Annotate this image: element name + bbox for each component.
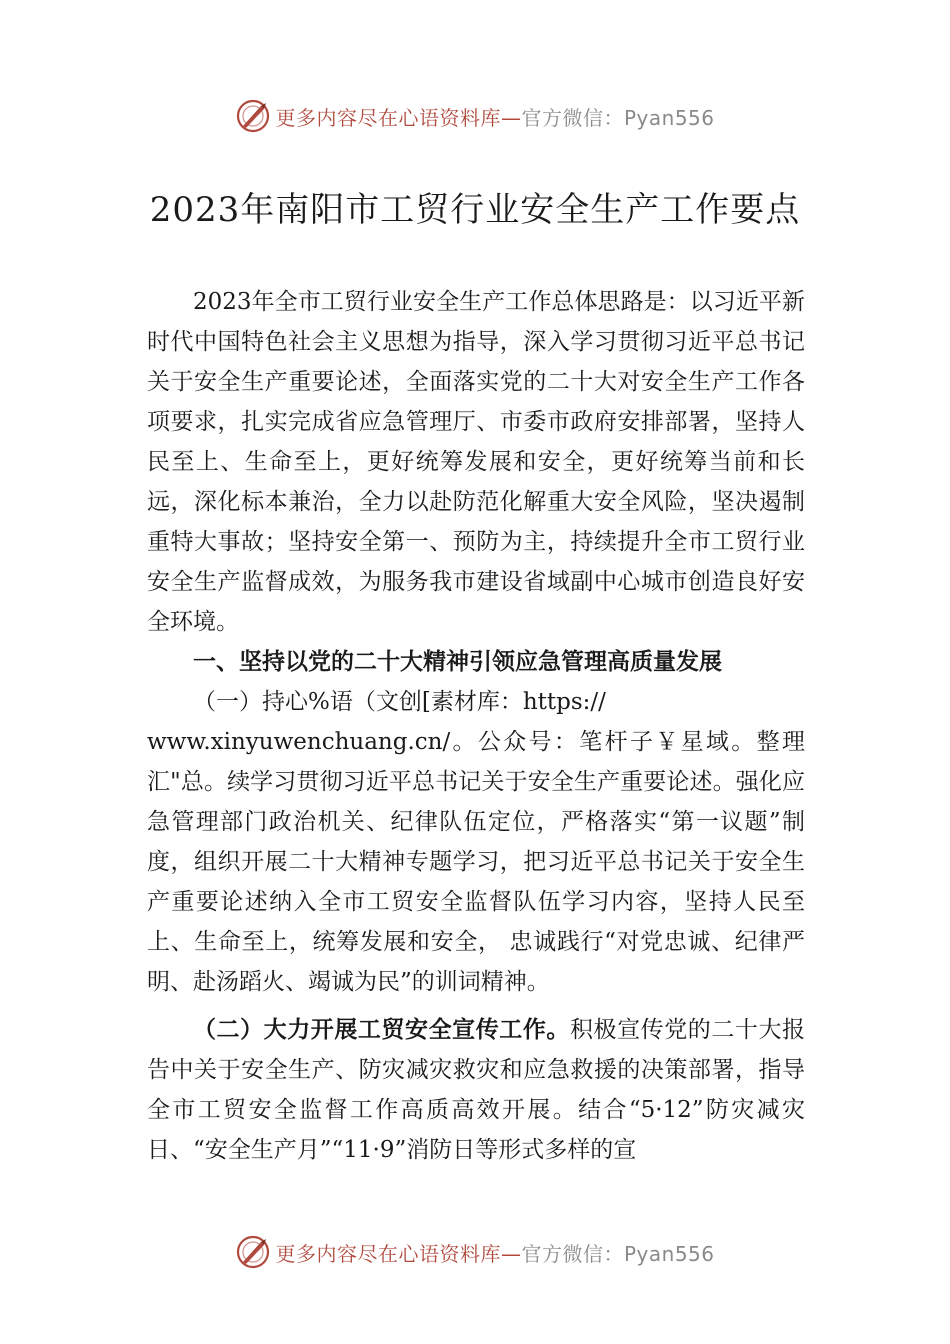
quill-pen-logo-icon — [235, 1234, 271, 1270]
quill-pen-logo-icon — [235, 98, 271, 134]
banner-wechat-label: 官方微信： — [521, 1241, 624, 1266]
item-2-paragraph — [147, 1010, 805, 1170]
item-2-body: 积极宣传党的二十大报告中关于安全生产、防灾减灾救灾和应急救援的决策部署，指导全市工贸安全监督工作高质高效开展。结合“5·12”防灾减灾日、“安全生产月”“11·9”消防日等形式多样的宣 — [147, 1017, 806, 1163]
header-banner — [0, 96, 950, 136]
footer-banner — [0, 1232, 950, 1272]
item-2-title: （二）大力开展工贸安全宣传工作。 — [193, 1016, 570, 1043]
banner-wechat-id: Pyan556 — [623, 1241, 715, 1266]
banner-library-text: 更多内容尽在心语资料库— — [275, 1241, 522, 1266]
banner-wechat-id: Pyan556 — [623, 105, 715, 130]
banner-library-text: 更多内容尽在心语资料库— — [275, 105, 522, 130]
document-body — [147, 282, 805, 1170]
section-heading-1: 一、坚持以党的二十大精神引领应急管理高质量发展 — [193, 649, 722, 675]
item-1-body: www.xinyuwenchuang.cn/。公众号：笔杆子￥星域。整理汇"总。续学习贯彻习近平总书记关于安全生产重要论述。强化应急管理部门政治机关、纪律队伍定位，严格落实“第一议题”制度，组织开展二十大精神专题学习，把习近平总书记关于安全生产重要论述纳入全市工贸安全监督队伍学习内容，坚持人民至上、生命至上，统筹发展和安全， 忠诚践行“对党忠诚、纪律严明、赴汤蹈火、竭诚为民”的训词精神。 — [147, 729, 805, 995]
banner-wechat-label: 官方微信： — [521, 105, 624, 130]
document-title: 2023年南阳市工贸行业安全生产工作要点 — [149, 190, 801, 230]
banner-text — [275, 102, 714, 131]
item-1-lead: （一）持心%语（文创[素材库：https:// — [193, 689, 606, 715]
banner-text — [275, 1238, 714, 1267]
intro-paragraph: 2023年全市工贸行业安全生产工作总体思路是：以习近平新时代中国特色社会主义思想为指导，深入学习贯彻习近平总书记关于安全生产重要论述，全面落实党的二十大对安全生产工作各项要求，扎实完成省应急管理厅、市委市政府安排部署，坚持人民至上、生命至上，更好统筹发展和安全，更好统筹当前和长远，深化标本兼治，全力以赴防范化解重大安全风险，坚决遏制重特大事故；坚持安全第一、预防为主，持续提升全市工贸行业安全生产监督成效，为服务我市建设省域副中心城市创造良好安全环境。 — [147, 289, 805, 635]
